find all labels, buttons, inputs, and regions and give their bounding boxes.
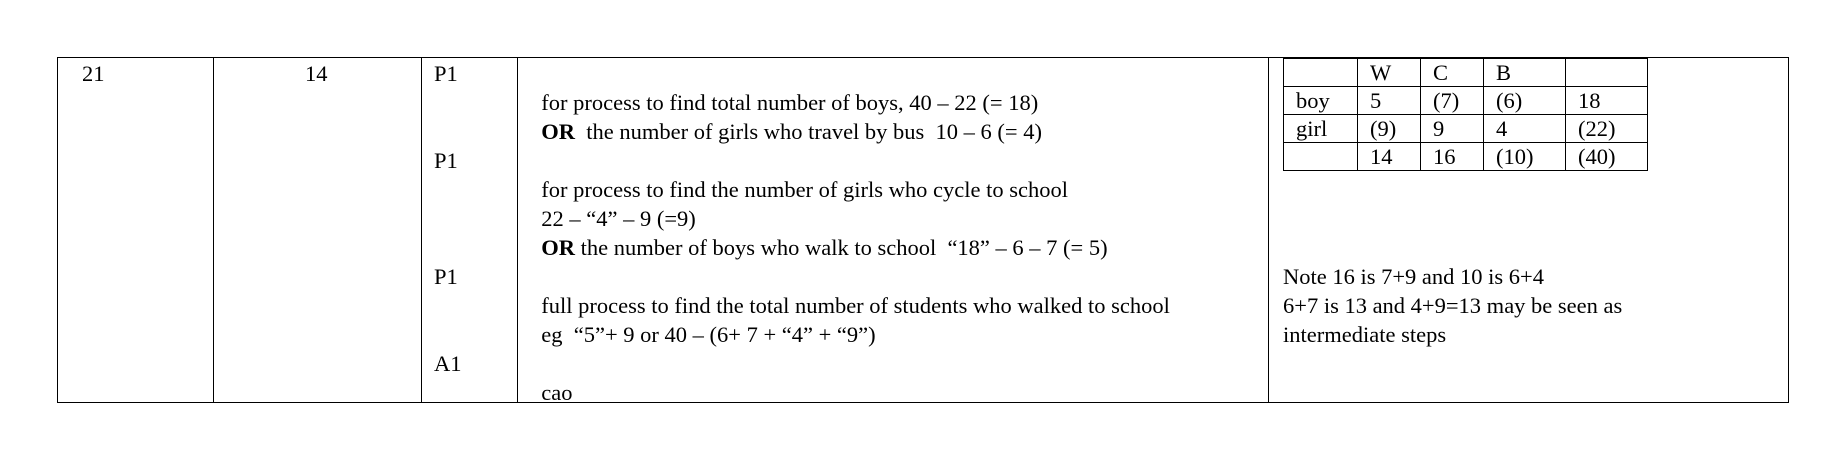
table-row	[1284, 143, 1648, 171]
table-cell: (10)	[1484, 143, 1566, 171]
column-divider	[213, 57, 214, 403]
mark-guidance-text: cao	[541, 380, 573, 405]
table-cell	[1284, 59, 1358, 87]
note-line: 6+7 is 13 and 4+9=13 may be seen as	[1283, 293, 1623, 318]
table-cell: 5	[1358, 87, 1421, 115]
or-keyword: OR	[541, 119, 575, 144]
table-cell: C	[1421, 59, 1484, 87]
table-cell: 14	[1358, 143, 1421, 171]
table-cell: 18	[1566, 87, 1648, 115]
table-cell: (22)	[1566, 115, 1648, 143]
table-cell: (9)	[1358, 115, 1421, 143]
mark-code: P1	[434, 264, 458, 289]
table-header-row	[1284, 59, 1648, 87]
mark-guidance-text: 22 – “4” – 9 (=9)	[541, 206, 696, 231]
mark-guidance-line	[530, 88, 1042, 146]
table-cell: 16	[1421, 143, 1484, 171]
table-row	[1284, 115, 1648, 143]
table-cell: W	[1358, 59, 1421, 87]
table-row	[1284, 87, 1648, 115]
mark-guidance-text: eg “5”+ 9 or 40 – (6+ 7 + “4” + “9”)	[541, 322, 876, 347]
mark-code: P1	[434, 148, 458, 173]
table-cell: 9	[1421, 115, 1484, 143]
mark-guidance-line	[530, 291, 876, 349]
table-cell: (7)	[1421, 87, 1484, 115]
mark-guidance-line	[530, 204, 1108, 262]
table-cell: 4	[1484, 115, 1566, 143]
column-divider	[421, 57, 422, 403]
mark-code: P1	[434, 61, 458, 86]
or-keyword: OR	[541, 235, 575, 260]
table-cell	[1566, 59, 1648, 87]
table-cell	[1284, 143, 1358, 171]
mark-code: A1	[434, 351, 462, 376]
table-cell: boy	[1284, 87, 1358, 115]
mark-guidance-text: for process to find total number of boys, 40 – 22 (= 18)	[541, 90, 1039, 115]
mark-guidance-text: the number of girls who travel by bus 10 – 6 (= 4)	[575, 119, 1042, 144]
table-cell: (40)	[1566, 143, 1648, 171]
answer-value: 14	[305, 61, 328, 86]
note-line: intermediate steps	[1283, 322, 1447, 347]
mark-guidance-text: full process to find the total number of students who walked to school	[541, 293, 1170, 318]
column-divider	[517, 57, 518, 403]
note-line: Note 16 is 7+9 and 10 is 6+4	[1283, 264, 1544, 289]
table-cell: girl	[1284, 115, 1358, 143]
mark-guidance-text: for process to find the number of girls who cycle to school	[541, 177, 1069, 202]
table-cell: (6)	[1484, 87, 1566, 115]
question-number: 21	[82, 61, 105, 86]
column-divider	[1268, 57, 1269, 403]
mark-guidance-text: the number of boys who walk to school “18” – 6 – 7 (= 5)	[575, 235, 1108, 260]
mark-guidance-line	[530, 349, 572, 407]
two-way-table	[1283, 58, 1648, 171]
table-cell: B	[1484, 59, 1566, 87]
